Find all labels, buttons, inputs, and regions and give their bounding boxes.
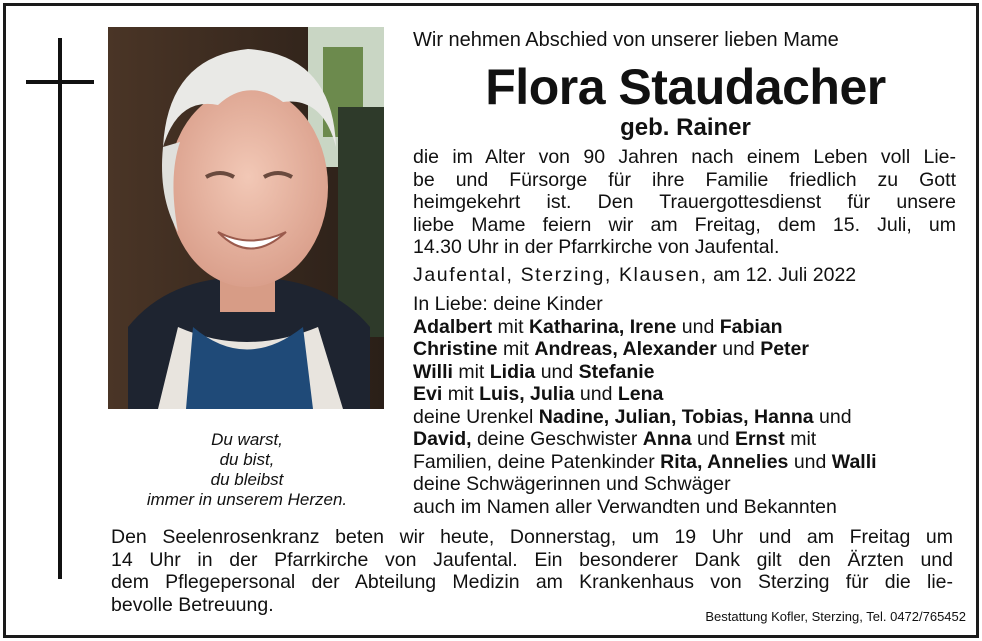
cross-icon-bar	[26, 80, 94, 84]
family-line: Adalbert mit Katharina, Irene und Fabian	[413, 315, 783, 338]
rosary-notice	[111, 526, 953, 616]
family-line: Christine mit Andreas, Alexander und Peter	[413, 338, 809, 360]
memorial-quote	[118, 430, 376, 510]
family-line: Familien, deine Patenkinder Rita, Annelies und Walli	[413, 450, 877, 473]
text-line: 14 Uhr in der Pfarrkirche von Jaufental. Ein besonderer Dank gilt den Ärzten und	[111, 548, 953, 571]
text-line: Den Seelenrosenkranz beten wir heute, Donnerstag, um 19 Uhr und am Freitag um	[111, 526, 953, 548]
quote-line: immer in unserem Herzen.	[146, 490, 348, 509]
place-date	[413, 264, 856, 287]
text-line: liebe Mame feiern wir am Freitag, dem 15. Juli, um	[413, 213, 956, 236]
family-line: Evi mit Luis, Julia und Lena	[413, 383, 664, 405]
quote-line: du bist,	[219, 450, 275, 469]
places: Jaufental, Sterzing, Klausen,	[413, 264, 708, 286]
cross-icon	[58, 38, 62, 579]
family-line: deine Urenkel Nadine, Julian, Tobias, Hanna und	[413, 405, 852, 428]
text-line: bevolle Betreuung.	[111, 593, 274, 616]
text-line: be und Fürsorge für ihre Familie friedlich zu Gott	[413, 168, 956, 191]
intro-line: Wir nehmen Abschied von unserer lieben Mame	[413, 29, 839, 51]
family-line: David, deine Geschwister Anna und Ernst mit	[413, 428, 817, 450]
deceased-name: Flora Staudacher	[485, 59, 886, 115]
family-list	[413, 293, 877, 518]
family-line: Willi mit Lidia und Stefanie	[413, 360, 655, 383]
text-line: 14.30 Uhr in der Pfarrkirche von Jaufental.	[413, 236, 780, 258]
family-line: auch im Namen aller Verwandten und Bekannten	[413, 495, 837, 518]
quote-line: du bleibst	[210, 470, 284, 489]
portrait-photo	[108, 27, 384, 409]
text-line: heimgekehrt ist. Den Trauergottesdienst für unsere	[413, 191, 956, 213]
quote-line: Du warst,	[211, 430, 283, 449]
text-line: die im Alter von 90 Jahren nach einem Leben voll Lie-	[413, 146, 956, 168]
family-intro: In Liebe: deine Kinder	[413, 293, 603, 315]
maiden-name: geb. Rainer	[620, 114, 751, 141]
family-line: deine Schwägerinnen und Schwäger	[413, 473, 731, 495]
funeral-home-credit: Bestattung Kofler, Sterzing, Tel. 0472/765452	[705, 609, 966, 624]
date: am 12. Juli 2022	[713, 264, 857, 286]
announcement-text	[413, 146, 956, 259]
text-line: dem Pflegepersonal der Abteilung Medizin am Krankenhaus von Sterzing für die lie-	[111, 571, 953, 593]
